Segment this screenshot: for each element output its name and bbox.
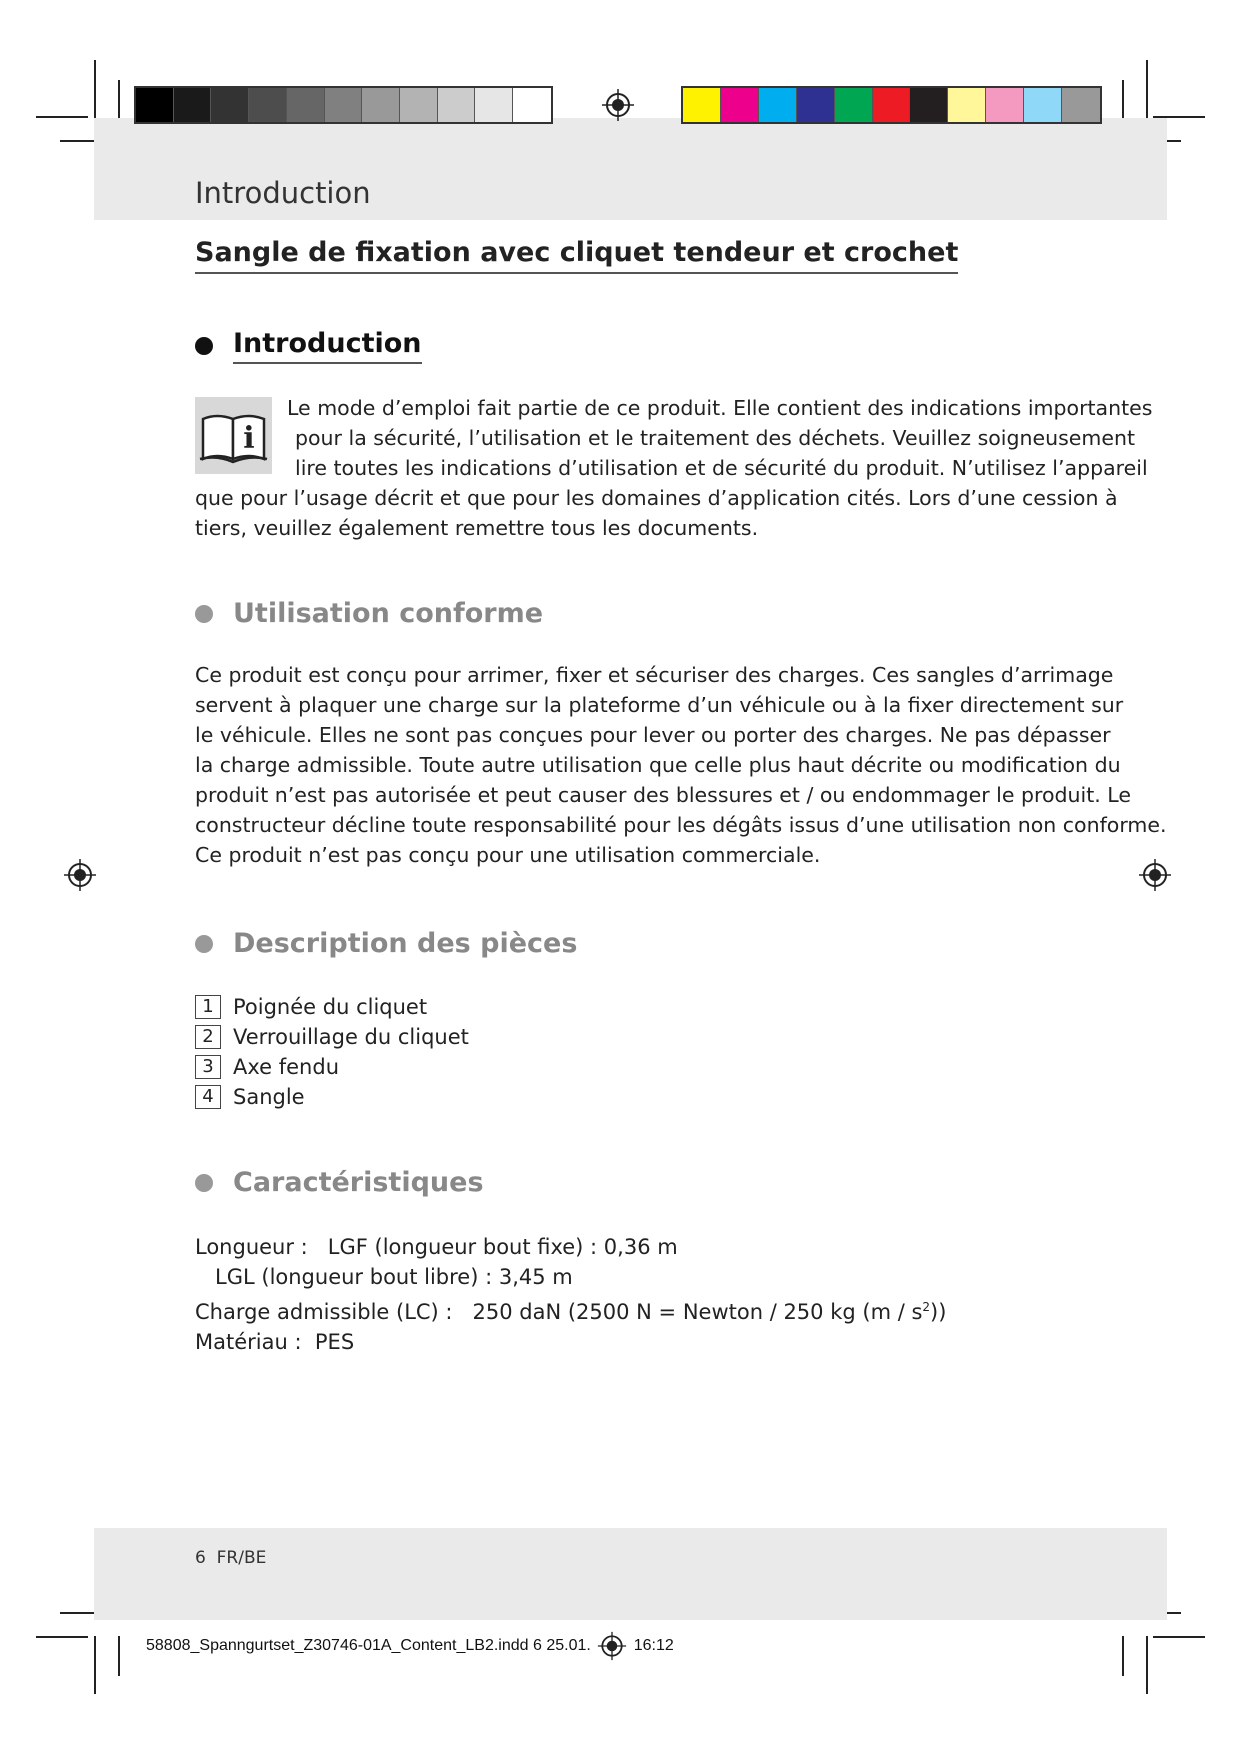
color-swatch [873, 88, 911, 122]
section-parts-heading [195, 928, 577, 959]
registration-mark-icon [1138, 858, 1172, 892]
text-line: Ce produit est conçu pour arrimer, fixer et sécuriser des charges. Ces sangles d’arrimage [195, 663, 1114, 687]
color-swatch [1024, 88, 1062, 122]
crop-mark [1122, 80, 1124, 120]
spec-text: Charge admissible (LC) : 250 daN (2500 N = Newton / 250 kg (m / s [195, 1300, 923, 1324]
color-swatch [759, 88, 797, 122]
section-heading: Description des pièces [233, 928, 578, 959]
color-swatch [910, 88, 948, 122]
text-line: Le mode d’emploi fait partie de ce produit. Elle contient des indications importantes [287, 396, 1153, 420]
part-number: 4 [195, 1085, 221, 1109]
part-number: 3 [195, 1055, 221, 1079]
section-introduction-heading [195, 328, 422, 364]
color-swatch [797, 88, 835, 122]
bullet-icon [195, 605, 213, 623]
text-line: tiers, veuillez également remettre tous les documents. [195, 516, 759, 540]
color-swatch [249, 88, 287, 122]
superscript: 2 [922, 1300, 931, 1314]
slug-text: 58808_Spanngurtset_Z30746-01A_Content_LB2.indd 6 25.01. [146, 1637, 591, 1655]
crop-mark [94, 1636, 96, 1694]
bullet-icon [195, 1174, 213, 1192]
color-swatch [362, 88, 400, 122]
crop-mark [118, 80, 120, 120]
crop-mark [36, 1636, 88, 1638]
spec-row: Matériau : PES [195, 1330, 355, 1354]
section-heading: Utilisation conforme [233, 598, 544, 629]
text-line: pour la sécurité, l’utilisation et le traitement des déchets. Veuillez soigneusement [295, 426, 1135, 450]
text-line: servent à plaquer une charge sur la plateforme d’un véhicule ou à la fixer directement sur [195, 693, 1124, 717]
part-number: 1 [195, 995, 221, 1019]
color-swatch [986, 88, 1024, 122]
list-item [195, 1052, 469, 1082]
crop-mark [94, 60, 96, 120]
crop-mark [1146, 1636, 1148, 1694]
page-number: 6 FR/BE [195, 1548, 267, 1568]
parts-list [195, 992, 469, 1112]
color-swatch [400, 88, 438, 122]
slug-time: 16:12 [633, 1637, 674, 1655]
crop-mark [36, 116, 88, 118]
color-swatch [475, 88, 513, 122]
spec-row [195, 1292, 946, 1327]
list-item [195, 1022, 469, 1052]
part-label: Verrouillage du cliquet [233, 1025, 469, 1049]
list-item [195, 1082, 469, 1112]
intended-use-paragraph [195, 660, 1167, 870]
list-item [195, 992, 469, 1022]
section-intended-use-heading [195, 598, 543, 629]
section-heading: Introduction [233, 328, 422, 364]
color-swatch [211, 88, 249, 122]
bullet-icon [195, 935, 213, 953]
grayscale-bar [134, 86, 553, 124]
footer-band [94, 1528, 1167, 1620]
registration-mark-icon [601, 88, 635, 122]
color-swatch [948, 88, 986, 122]
part-number: 2 [195, 1025, 221, 1049]
color-swatch [438, 88, 476, 122]
color-swatch [136, 88, 174, 122]
spec-text: )) [930, 1300, 947, 1324]
color-swatch [721, 88, 759, 122]
color-swatch [1062, 88, 1100, 122]
text-line: lire toutes les indications d’utilisation et de sécurité du produit. N’utilisez l’appareil [295, 456, 1148, 480]
registration-mark-icon [597, 1631, 627, 1661]
crop-mark [1146, 60, 1148, 120]
color-bar [681, 86, 1102, 124]
part-label: Poignée du cliquet [233, 995, 428, 1019]
text-line: constructeur décline toute responsabilité pour les dégâts issus d’une utilisation non conforme. [195, 813, 1167, 837]
crop-mark [1122, 1636, 1124, 1676]
color-swatch [325, 88, 363, 122]
crop-mark [118, 1636, 120, 1676]
color-swatch [174, 88, 212, 122]
text-line: Ce produit n’est pas conçu pour une utilisation commerciale. [195, 843, 821, 867]
crop-mark [1153, 1636, 1205, 1638]
specs-block [195, 1232, 946, 1357]
color-swatch [287, 88, 325, 122]
svg-text:i: i [243, 421, 255, 456]
spec-row: LGL (longueur bout libre) : 3,45 m [195, 1265, 573, 1289]
part-label: Sangle [233, 1085, 305, 1109]
color-swatch [683, 88, 721, 122]
text-line: la charge admissible. Toute autre utilisation que celle plus haut décrite ou modification du [195, 753, 1121, 777]
part-label: Axe fendu [233, 1055, 340, 1079]
text-line: le véhicule. Elles ne sont pas conçues pour lever ou porter des charges. Ne pas dépasser [195, 723, 1111, 747]
section-heading: Caractéristiques [233, 1167, 484, 1198]
header-section-label: Introduction [195, 176, 371, 210]
spec-row: Longueur : LGF (longueur bout fixe) : 0,36 m [195, 1235, 678, 1259]
bullet-icon [195, 337, 213, 355]
section-specs-heading [195, 1167, 484, 1198]
document-title: Sangle de fixation avec cliquet tendeur et crochet [195, 237, 958, 274]
introduction-paragraph [195, 393, 1153, 543]
color-swatch [513, 88, 551, 122]
color-swatch [835, 88, 873, 122]
registration-mark-icon [63, 858, 97, 892]
slug-line [146, 1631, 674, 1661]
text-line: que pour l’usage décrit et que pour les domaines d’application cités. Lors d’une cession à [195, 486, 1118, 510]
text-line: produit n’est pas autorisée et peut causer des blessures et / ou endommager le produit. Le [195, 783, 1131, 807]
